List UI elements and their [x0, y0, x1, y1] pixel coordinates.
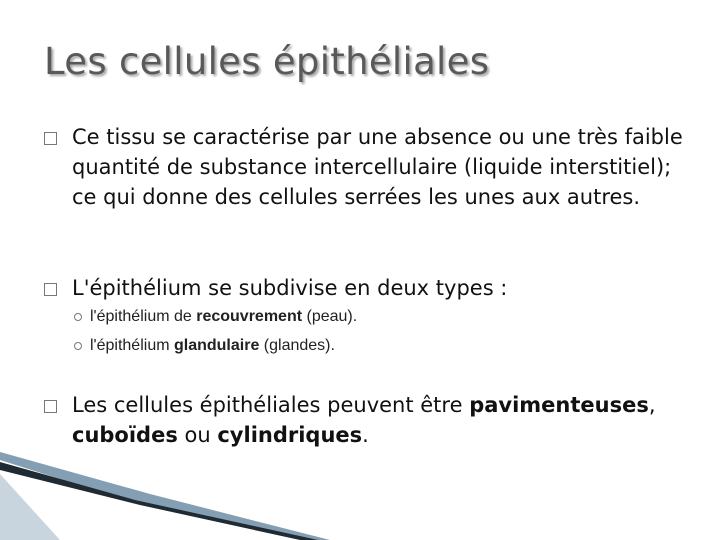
swoosh-blue-band	[0, 452, 330, 540]
bold-term-cylindriques: cylindriques	[217, 423, 363, 447]
sub-text-suffix: (glandes).	[259, 337, 335, 354]
separator: ou	[177, 423, 218, 447]
separator: ,	[648, 393, 656, 417]
sub-text-prefix: l'épithélium de	[90, 308, 197, 325]
sub-text-suffix: (peau).	[302, 308, 358, 325]
bold-term-pavimenteuses: pavimenteuses	[469, 393, 649, 417]
swoosh-light-band	[0, 474, 60, 540]
sub-text-bold: recouvrement	[196, 308, 303, 325]
sub-text-bold: glandulaire	[173, 337, 260, 354]
bullet-text: Ce tissu se caractérise par une absence ou une très faible quantité de substance intercellulaire (liquide interstitiel); ce qui donne des cellules serrées les unes aux autres.	[72, 125, 683, 209]
slide-title: Les cellules épithéliales	[44, 40, 490, 83]
bold-term-cuboides: cuboïdes	[72, 423, 178, 447]
bullet-text-end: .	[362, 423, 369, 447]
bullet-text: L'épithélium se subdivise en deux types :	[72, 276, 508, 300]
bullet-text-prefix: Les cellules épithéliales peuvent être	[72, 393, 470, 417]
sub-text-prefix: l'épithélium	[90, 337, 174, 354]
